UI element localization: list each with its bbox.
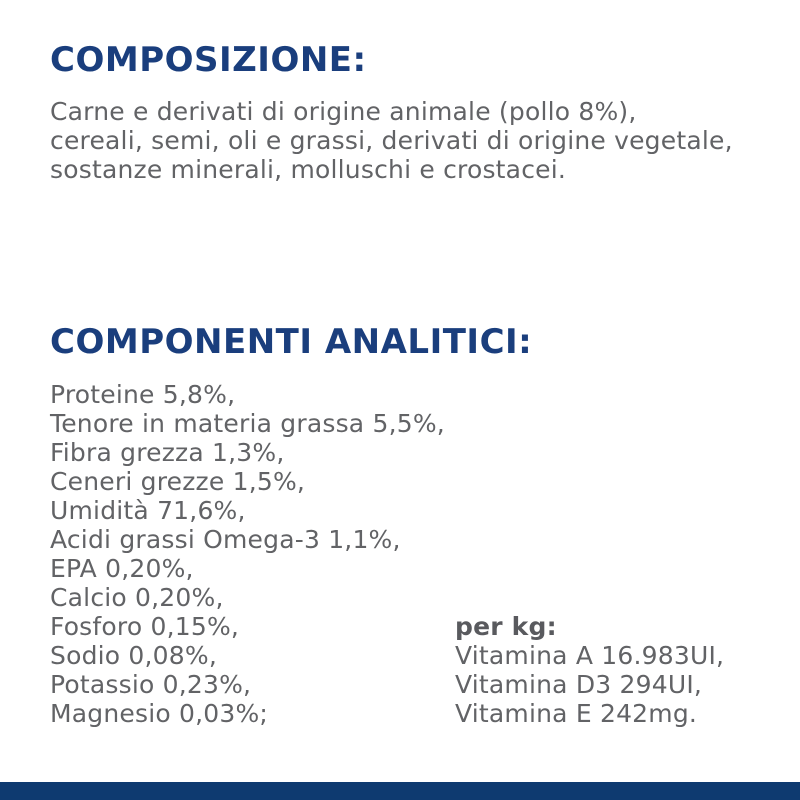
analytical-component-item: EPA 0,20%,: [50, 554, 194, 583]
analytical-component-item: Potassio 0,23%,: [50, 670, 252, 699]
analytical-component-item: Fibra grezza 1,3%,: [50, 438, 285, 467]
analytical-component-item: Proteine 5,8%,: [50, 380, 236, 409]
analytical-components-heading: COMPONENTI ANALITICI:: [50, 322, 533, 362]
analytical-component-item: Umidità 71,6%,: [50, 496, 246, 525]
per-kg-block: [455, 612, 724, 728]
analytical-component-item: Acidi grassi Omega-3 1,1%,: [50, 525, 401, 554]
analytical-component-item: Tenore in materia grassa 5,5%,: [50, 409, 445, 438]
composition-paragraph-line: cereali, semi, oli e grassi, derivati di origine vegetale,: [50, 126, 733, 155]
composition-heading: COMPOSIZIONE:: [50, 40, 367, 80]
per-kg-vitamin-item: Vitamina E 242mg.: [455, 699, 698, 728]
per-kg-vitamin-item: Vitamina D3 294UI,: [455, 670, 703, 699]
per-kg-vitamin-item: Vitamina A 16.983UI,: [455, 641, 725, 670]
analytical-component-item: Calcio 0,20%,: [50, 583, 224, 612]
bottom-accent-bar: [0, 782, 800, 800]
composition-paragraph-line: sostanze minerali, molluschi e crostacei.: [50, 155, 567, 184]
composition-paragraph-line: Carne e derivati di origine animale (pollo 8%),: [50, 97, 637, 126]
per-kg-label: per kg:: [455, 612, 557, 641]
analytical-component-item: Sodio 0,08%,: [50, 641, 217, 670]
per-kg-vitamin-list: [455, 641, 724, 728]
analytical-component-item: Ceneri grezze 1,5%,: [50, 467, 306, 496]
analytical-component-item: Fosforo 0,15%,: [50, 612, 240, 641]
analytical-components-list: [50, 380, 445, 728]
analytical-component-item: Magnesio 0,03%;: [50, 699, 269, 728]
composition-paragraph: [50, 97, 733, 184]
